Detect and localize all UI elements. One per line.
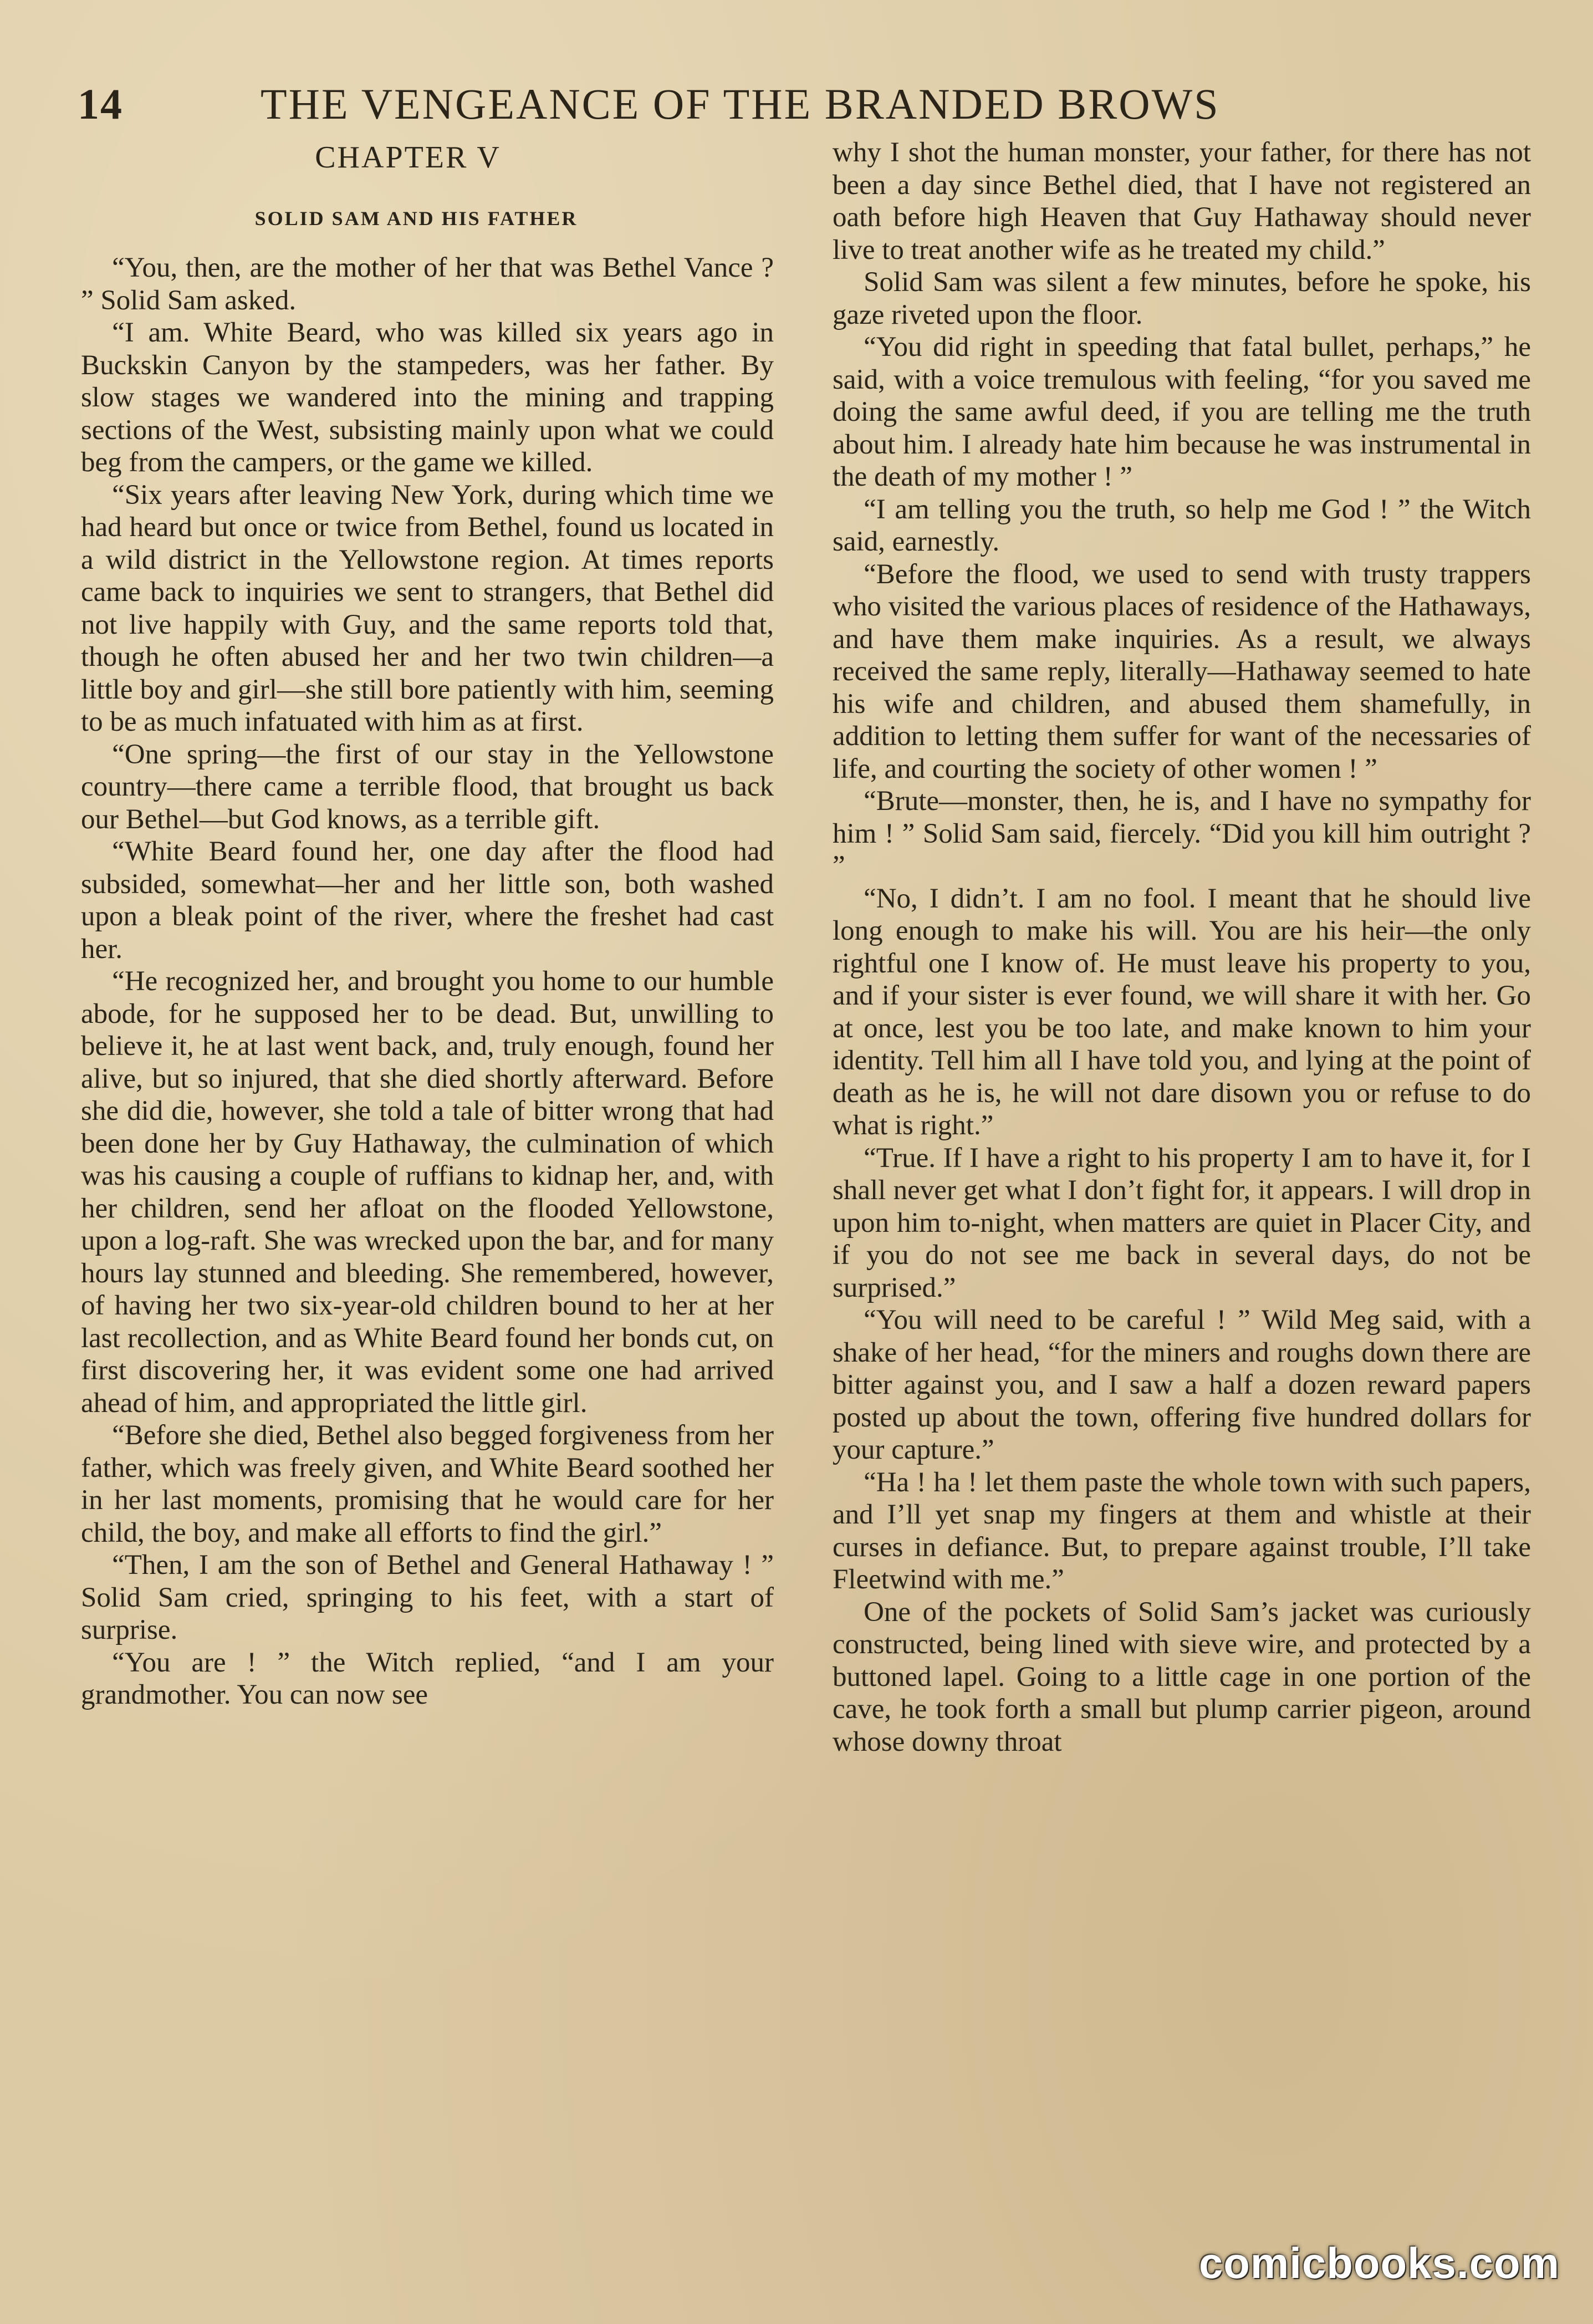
- paragraph: One of the pockets of Solid Sam’s jacket was curiously constructed, being lined with sieve wire, and protected by a buttoned lapel. Going to a little cage in one portion of the cave, he took forth a small but plump carrier pigeon, around whose downy throat: [833, 1596, 1531, 1757]
- paragraph: “You will need to be careful ! ” Wild Meg said, with a shake of her head, “for the miners and roughs down there are bitter against you, and I saw a half a dozen reward papers posted up about the town, offering five hundred dollars for your capture.”: [833, 1304, 1531, 1465]
- paragraph: “You are ! ” the Witch replied, “and I am your grandmother. You can now see: [81, 1647, 774, 1710]
- paragraph: “No, I didn’t. I am no fool. I meant that he should live long enough to make his will. You are his heir—the only rightful one I know of. He must leave his property to you, and if your sister is ever found, we will share it with her. Go at once, lest you be too late, and make known to him your identity. Tell him all I have told you, and lying at the point of death as he is, he will not dare disown you or refuse to do what is right.”: [833, 883, 1531, 1141]
- paragraph: “Before the flood, we used to send with trusty trappers who visited the various places of residence of the Hathaways, and have them make inquiries. As a result, we always received the same reply, literally—Hathaway seemed to hate his wife and children, and abused them shamefully, in addition to letting them suffer for want of the necessaries of life, and courting the society of other women ! ”: [833, 558, 1531, 784]
- paragraph: “Brute—monster, then, he is, and I have no sympathy for him ! ” Solid Sam said, fiercely. “Did you kill him outright ? ”: [833, 786, 1531, 881]
- paragraph: “I am. White Beard, who was killed six years ago in Buckskin Canyon by the stampeders, was her father. By slow stages we wandered into the mining and trapping sections of the West, subsisting mainly upon what we could beg from the campers, or the game we killed.: [81, 317, 774, 478]
- paragraph: “Before she died, Bethel also begged forgiveness from her father, which was freely given, and White Beard soothed her in her last moments, promising that he would care for her child, the boy, and make all efforts to find the girl.”: [81, 1420, 774, 1548]
- paragraph: “You, then, are the mother of her that was Bethel Vance ? ” Solid Sam asked.: [81, 252, 774, 316]
- running-title: THE VENGEANCE OF THE BRANDED BROWS: [261, 80, 1220, 128]
- chapter-title: CHAPTER V: [315, 140, 501, 175]
- continued-paragraph: why I shot the human monster, your father, for there has not been a day since Bethel died, that I have not registered an oath before high Heaven that Guy Hathaway should never live to treat another wife as he treated my child.”: [833, 137, 1531, 266]
- left-column: [81, 137, 774, 2244]
- paragraph: “Then, I am the son of Bethel and General Hathaway ! ” Solid Sam cried, springing to his feet, with a start of surprise.: [81, 1550, 774, 1645]
- paragraph: “Six years after leaving New York, during which time we had heard but once or twice from Bethel, found us located in a wild district in the Yellowstone region. At times reports came back to inquiries we sent to strangers, that Bethel did not live happily with Guy, and the same reports told that, though he often abused her and her two twin children—a little boy and girl—she still bore patiently with him, seeming to be as much infatuated with him as at first.: [81, 479, 774, 737]
- chapter-subtitle: SOLID SAM AND HIS FATHER: [254, 207, 578, 230]
- page-number: 14: [78, 80, 123, 128]
- paragraph: “He recognized her, and brought you home to our humble abode, for he supposed her to be dead. But, unwilling to believe it, he at last went back, and, truly enough, found her alive, but so injured, that she died shortly afterward. Before she did die, however, she told a tale of bitter wrong that had been done her by Guy Hathaway, the culmination of which was his causing a couple of ruffians to kidnap her, and, with her children, send her afloat on the flooded Yellowstone, upon a log-raft. She was wrecked upon the bar, and for many hours lay stunned and bleeding. She remembered, however, of having her two six-year-old children bound to her at her last recollection, and as White Beard found her bonds cut, on first discovering her, it was evident some one had arrived ahead of him, and appropriated the little girl.: [81, 966, 774, 1419]
- paragraph: Solid Sam was silent a few minutes, before he spoke, his gaze riveted upon the floor.: [833, 267, 1531, 330]
- right-column: [833, 136, 1531, 2243]
- paragraph: “Ha ! ha ! let them paste the whole town with such papers, and I’ll yet snap my fingers at them and whistle at their curses in defiance. But, to prepare against trouble, I’ll take Fleetwind with me.”: [833, 1466, 1531, 1595]
- running-header: [78, 71, 1530, 137]
- paragraph: “You did right in speeding that fatal bullet, perhaps,” he said, with a voice tremulous with feeling, “for you saved me doing the same awful deed, if you are telling me the truth about him. I already hate him because he was instrumental in the death of my mother ! ”: [833, 332, 1531, 492]
- paragraph: “True. If I have a right to his property I am to have it, for I shall never get what I don’t fight for, it appears. I will drop in upon him to-night, when matters are quiet in Placer City, and if you do not see me back in several days, do not be surprised.”: [833, 1142, 1531, 1303]
- watermark-logo: comicbooks.com: [1198, 2239, 1560, 2287]
- paragraph: “White Beard found her, one day after the flood had subsided, somewhat—her and her little son, both washed upon a bleak point of the river, where the freshet had cast her.: [81, 836, 774, 965]
- paragraph: “I am telling you the truth, so help me God ! ” the Witch said, earnestly.: [833, 493, 1531, 557]
- paragraph: “One spring—the first of our stay in the Yellowstone country—there came a terrible flood, that brought us back our Bethel—but God knows, as a terrible gift.: [81, 738, 774, 835]
